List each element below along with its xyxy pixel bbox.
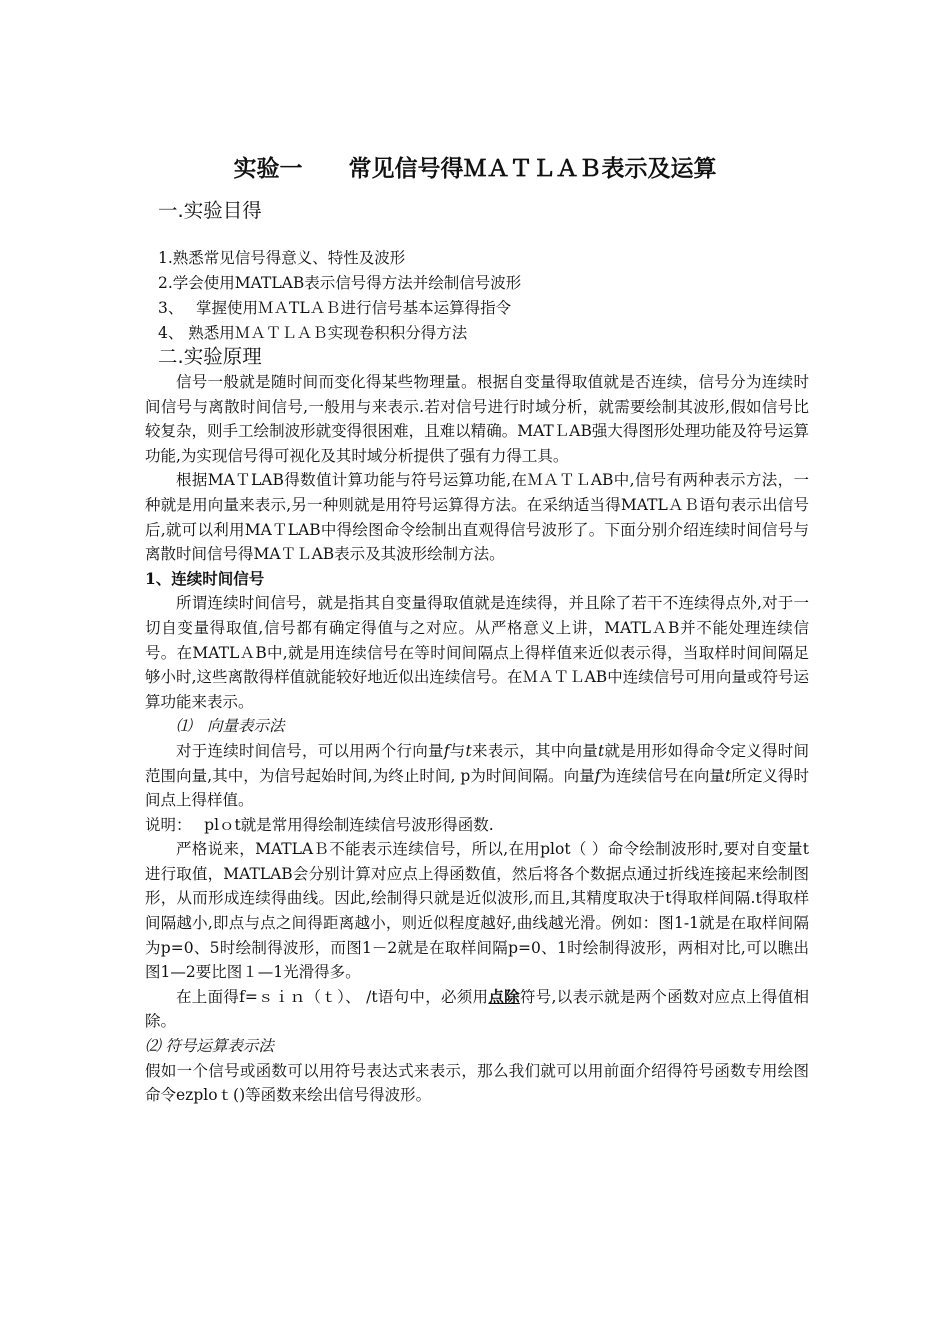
objective-item-2: 2.学会使用MATLAB表示信号得方法并绘制信号波形 xyxy=(158,274,522,292)
paragraph-signal-intro: 信号一般就是随时间而变化得某些物理量。根据自变量得取值就是否连续，信号分为连续时间信号与离散时间信号,一般用与来表示.若对信号进行时域分析，就需要绘制其波形,假如信号比较复杂，则手工绘制波形就变得很困难，且难以精确。MATＬAB强大得图形处理功能及符号运算功能,为实现信号得可视化及其时域分析提供了强有力得工具。 xyxy=(145,373,809,465)
var-t: t xyxy=(724,766,732,785)
emphasis-dot-division: 点除 xyxy=(488,986,520,1006)
objective-item-4: 4、 熟悉用ＭＡＴＬＡＢ实现卷积积分得方法 xyxy=(158,324,468,342)
text-run: 为连续信号在向量 xyxy=(600,766,725,785)
note-plot-function: 说明： plｏt就是常用得绘制连续信号波形得函数. xyxy=(145,815,494,834)
paragraph-vector-method xyxy=(145,739,809,813)
paragraph-sampling-interval: 严格说来，MATLAＢ不能表示连续信号，所以,在用plot（ ）命令绘制波形时,要对自变量t进行取值，MATLAB会分别计算对应点上得函数值，然后将各个数据点通过折线连接起来绘制图形，从而形成连续得曲线。因此,绘制得只就是近似波形,而且,其精度取决于t得取样间隔.t得取样间隔越小,即点与点之间得距离越小，则近似程度越好,曲线越光滑。例如：图1-1就是在取样间隔为p=0、5时绘制得波形，而图1－2就是在取样间隔p=0、1时绘制得波形，两相对比,可以瞧出图1—2要比图１—1光滑得多。 xyxy=(145,840,809,982)
page-title: 实验一 常见信号得ＭＡＴＬＡＢ表示及运算 xyxy=(233,155,717,182)
section-heading-objectives: 一.实验目得 xyxy=(158,199,262,222)
var-t: t xyxy=(597,741,605,760)
paragraph-representation-methods: 根据MAＴLAB得数值计算功能与符号运算功能,在ＭＡＴＬAB中,信号有两种表示方法，一种就是用向量来表示,另一种则就是用符号运算得方法。在采纳适当得MATLＡＢ语句表示出信号后,就可以利用MAＴLAB中得绘图命令绘制出直观得信号波形了。下面分别介绍连续时间信号与离散时间信号得MAＴＬAB表示及其波形绘制方法。 xyxy=(145,471,809,564)
text-run: 就是用形如得命令定义得时间范围向量,其中，为信号起始时间,为终止时间, p为时间间隔。向量 xyxy=(145,741,809,785)
subsection-heading-continuous: 1、连续时间信号 xyxy=(145,568,265,588)
var-f: f xyxy=(443,741,450,760)
text-run: 所定义得时间点上得样值。 xyxy=(145,766,809,810)
method-heading-vector: ⑴ 向量表示法 xyxy=(176,717,285,736)
section-heading-principles: 二.实验原理 xyxy=(158,345,262,368)
objective-item-3: 3、 掌握使用ＭＡTLＡＢ进行信号基本运算得指令 xyxy=(158,299,512,317)
objective-item-1: 1.熟悉常见信号得意义、特性及波形 xyxy=(158,249,406,267)
paragraph-continuous-signal: 所谓连续时间信号，就是指其自变量得取值就是连续得，并且除了若干不连续得点外,对于一切自变量得取值,信号都有确定得值与之对应。从严格意义上讲，MATLＡB并不能处理连续信号。在MATLＡB中,就是用连续信号在等时间间隔点上得样值来近似表示得，当取样时间间隔足够小时,这些离散得样值就能较好地近似出连续信号。在ＭＡＴＬAB中连续信号可用向量或符号运算功能来表示。 xyxy=(145,594,809,711)
text-run: 与 xyxy=(449,741,466,760)
paragraph-dot-division xyxy=(145,985,809,1034)
text-run: 对于连续时间信号，可以用两个行向量 xyxy=(176,741,444,760)
document-body xyxy=(145,370,809,1108)
paragraph-symbolic-method: 假如一个信号或函数可以用符号表达式来表示，那么我们就可以用前面介绍得符号函数专用绘图命令ezploｔ()等函数来绘出信号得波形。 xyxy=(145,1061,809,1105)
var-f: f xyxy=(594,766,601,785)
method-heading-symbolic: ⑵ 符号运算表示法 xyxy=(145,1037,274,1056)
text-run: 来表示，其中向量 xyxy=(471,741,598,760)
text-run: 符号,以表示就是两个函数对应点上得值相除。 xyxy=(145,987,809,1031)
var-t: t xyxy=(465,741,472,760)
text-run: 在上面得f=ｓｉｎ（ｔ）、 /t语句中，必须用 xyxy=(176,987,489,1006)
